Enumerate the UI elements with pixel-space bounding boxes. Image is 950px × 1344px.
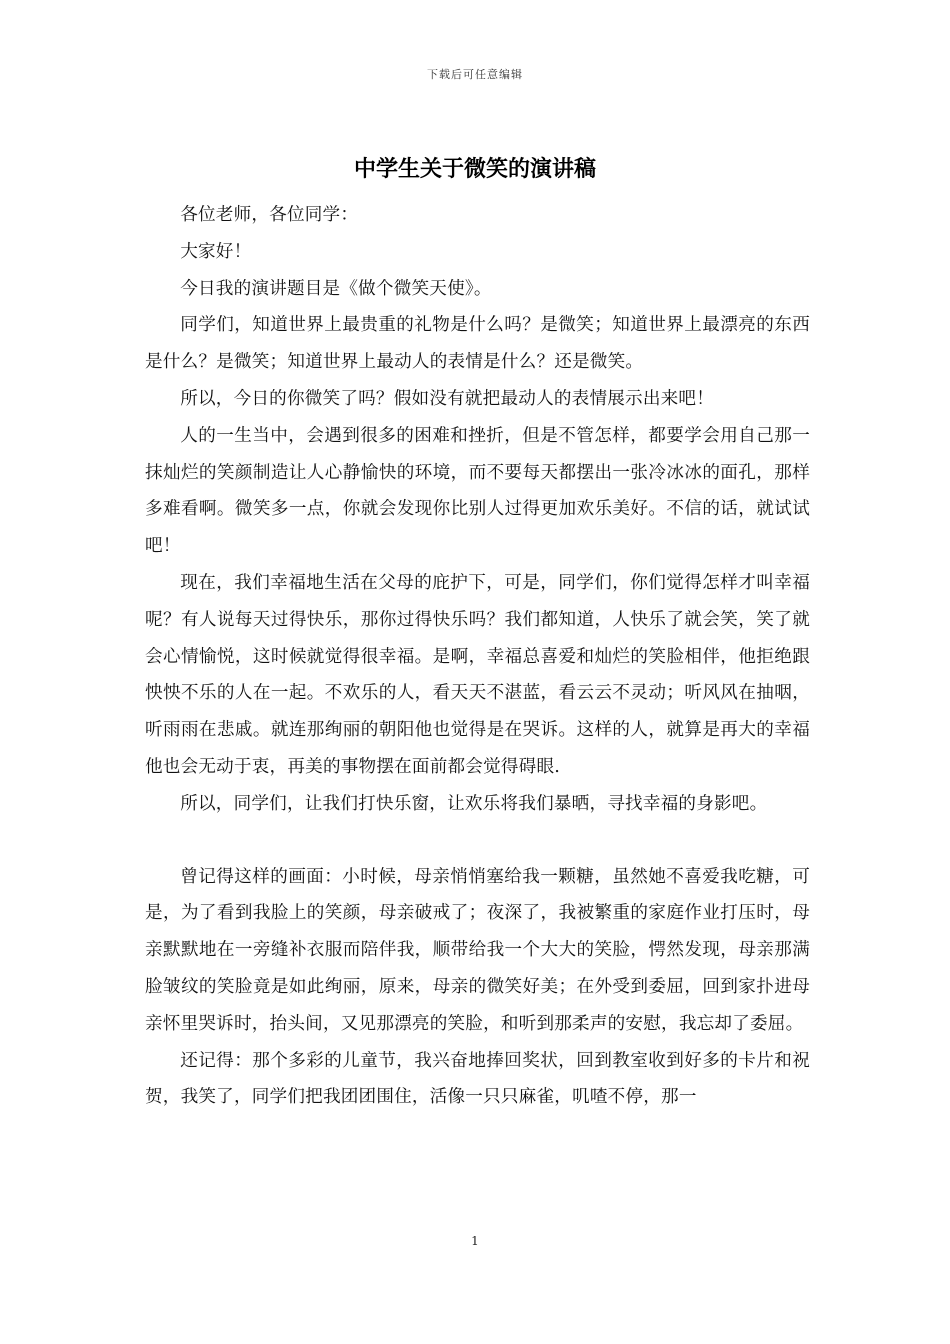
paragraph: 同学们，知道世界上最贵重的礼物是什么吗？是微笑；知道世界上最漂亮的东西是什么？是微笑；知道世界上最动人的表情是什么？还是微笑。 xyxy=(145,315,810,373)
page-number: 1 xyxy=(471,1234,479,1248)
paragraph: 现在，我们幸福地生活在父母的庇护下，可是，同学们，你们觉得怎样才叫幸福呢？有人说每天过得快乐，那你过得快乐吗？我们都知道，人快乐了就会笑，笑了就会心情愉悦，这时候就觉得很幸福。是啊，幸福总喜爱和灿烂的笑脸相伴，他拒绝跟怏怏不乐的人在一起。不欢乐的人，看天天不湛蓝，看云云不灵动；听风风在抽咽，听雨雨在悲戚。就连那绚丽的朝阳他也觉得是在哭诉。这样的人，就算是再大的幸福他也会无动于衷，再美的事物摆在面前都会觉得碍眼. xyxy=(145,572,810,777)
document-body xyxy=(145,197,810,1116)
paragraph: 所以，今日的你微笑了吗？假如没有就把最动人的表情展示出来吧！ xyxy=(180,388,715,409)
paragraph: 还记得：那个多彩的儿童节，我兴奋地捧回奖状，回到教室收到好多的卡片和祝贺，我笑了，同学们把我团团围住，活像一只只麻雀，叽喳不停，那一 xyxy=(145,1050,810,1108)
document-title: 中学生关于微笑的演讲稿 xyxy=(353,157,596,182)
paragraph: 曾记得这样的画面：小时候，母亲悄悄塞给我一颗糖，虽然她不喜爱我吃糖，可是，为了看到我脸上的笑颜，母亲破戒了；夜深了，我被繁重的家庭作业打压时，母亲默默地在一旁缝补衣服而陪伴我，顺带给我一个大大的笑脸，愕然发现，母亲那满脸皱纹的笑脸竟是如此绚丽，原来，母亲的微笑好美；在外受到委屈，回到家扑进母亲怀里哭诉时，抬头间，又见那漂亮的笑脸，和听到那柔声的安慰，我忘却了委屈。 xyxy=(145,866,810,1034)
paragraph: 所以，同学们，让我们打快乐窗，让欢乐将我们暴晒，寻找幸福的身影吧。 xyxy=(180,793,768,814)
paragraph-topic: 今日我的演讲题目是《做个微笑天使》。 xyxy=(180,278,492,299)
paragraph-hello: 大家好！ xyxy=(180,241,252,262)
paragraph-greeting: 各位老师，各位同学： xyxy=(180,205,359,225)
paragraph: 人的一生当中，会遇到很多的困难和挫折，但是不管怎样，都要学会用自己那一抹灿烂的笑颜制造让人心静愉快的环境，而不要每天都摆出一张冷冰冰的面孔，那样多难看啊。微笑多一点，你就会发现你比别人过得更加欢乐美好。不信的话，就试试吧！ xyxy=(145,425,810,557)
header-note: 下载后可任意编辑 xyxy=(427,68,523,81)
